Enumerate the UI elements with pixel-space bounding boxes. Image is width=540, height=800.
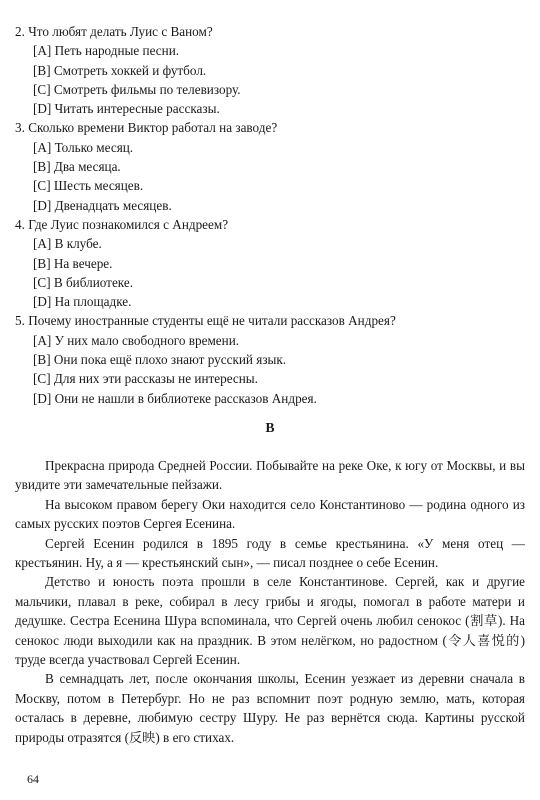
- paragraph: Прекрасна природа Средней России. Побывайте на реке Оке, к югу от Москвы, и вы увидите эти замечательные пейзажи.: [15, 458, 525, 493]
- answer-option-d: [D] Двенадцать месяцев.: [33, 197, 172, 213]
- answer-option-c: [C] Для них эти рассказы не интересны.: [33, 371, 258, 387]
- answer-option-c: [C] Шесть месяцев.: [33, 178, 144, 194]
- reading-text: [15, 456, 525, 747]
- answer-option-b: [B] На вечере.: [33, 255, 113, 271]
- paragraph: Сергей Есенин родился в 1895 году в семье крестьянина. «У меня отец — крестьянин. Ну, а я — крестьянский сын», — писал позднее о себе Есенин.: [15, 535, 525, 571]
- paragraph: В семнадцать лет, после окончания школы, Есенин уезжает из деревни сначала в Москву, потом в Петербург. Но не раз вспомнит поэт родную землю, мать, которая осталась в деревне, любимую сестру Шуру. Не раз вернётся сюда. Картины русской природы отразятся (反映) в его стихах.: [15, 671, 525, 745]
- answer-option-c: [C] Смотреть фильмы по телевизору.: [33, 81, 241, 97]
- answer-option-a: [A] В клубе.: [33, 236, 102, 252]
- answer-option-b: [B] Смотреть хоккей и футбол.: [33, 62, 207, 78]
- answer-option-a: [A] Только месяц.: [33, 139, 134, 155]
- question-list: [15, 22, 530, 408]
- question-text: 3. Сколько времени Виктор работал на заводе?: [15, 120, 278, 136]
- answer-option-b: [B] Два месяца.: [33, 159, 121, 175]
- question-3: [15, 118, 530, 214]
- question-text: 5. Почему иностранные студенты ещё не читали рассказов Андрея?: [15, 313, 396, 329]
- question-text: 2. Что любят делать Луис с Ваном?: [15, 24, 213, 39]
- section-heading: B: [265, 420, 275, 435]
- answer-option-a: [A] У них мало свободного времени.: [33, 332, 240, 348]
- answer-option-d: [D] Читать интересные рассказы.: [33, 101, 220, 117]
- answer-option-d: [D] На площадке.: [33, 294, 132, 310]
- answer-option-a: [A] Петь народные песни.: [33, 43, 180, 59]
- paragraph: Детство и юность поэта прошли в селе Константинове. Сергей, как и другие мальчики, плавал в реке, собирал в лесу грибы и ягоды, помогал в работе матери и дедушке. Сестра Есенина Шура вспоминала, что Сергей очень любил сенокос (割草). На сенокос люди выходили как на праздник. В этом нелёгком, но радостном (令人喜悦的) труде всегда участвовал Сергей Есенин.: [15, 574, 525, 668]
- question-5: [15, 311, 530, 407]
- answer-option-b: [B] Они пока ещё плохо знают русский язык.: [33, 352, 287, 368]
- question-2: [15, 22, 530, 118]
- question-4: [15, 215, 530, 311]
- answer-option-c: [C] В библиотеке.: [33, 274, 134, 290]
- page-number: 64: [27, 772, 39, 786]
- question-text: 4. Где Луис познакомился с Андреем?: [15, 216, 229, 232]
- paragraph: На высоком правом берегу Оки находится село Константиново — родина одного из самых русских поэтов Сергея Есенина.: [15, 496, 525, 532]
- answer-option-d: [D] Они не нашли в библиотеке рассказов Андрея.: [33, 390, 317, 406]
